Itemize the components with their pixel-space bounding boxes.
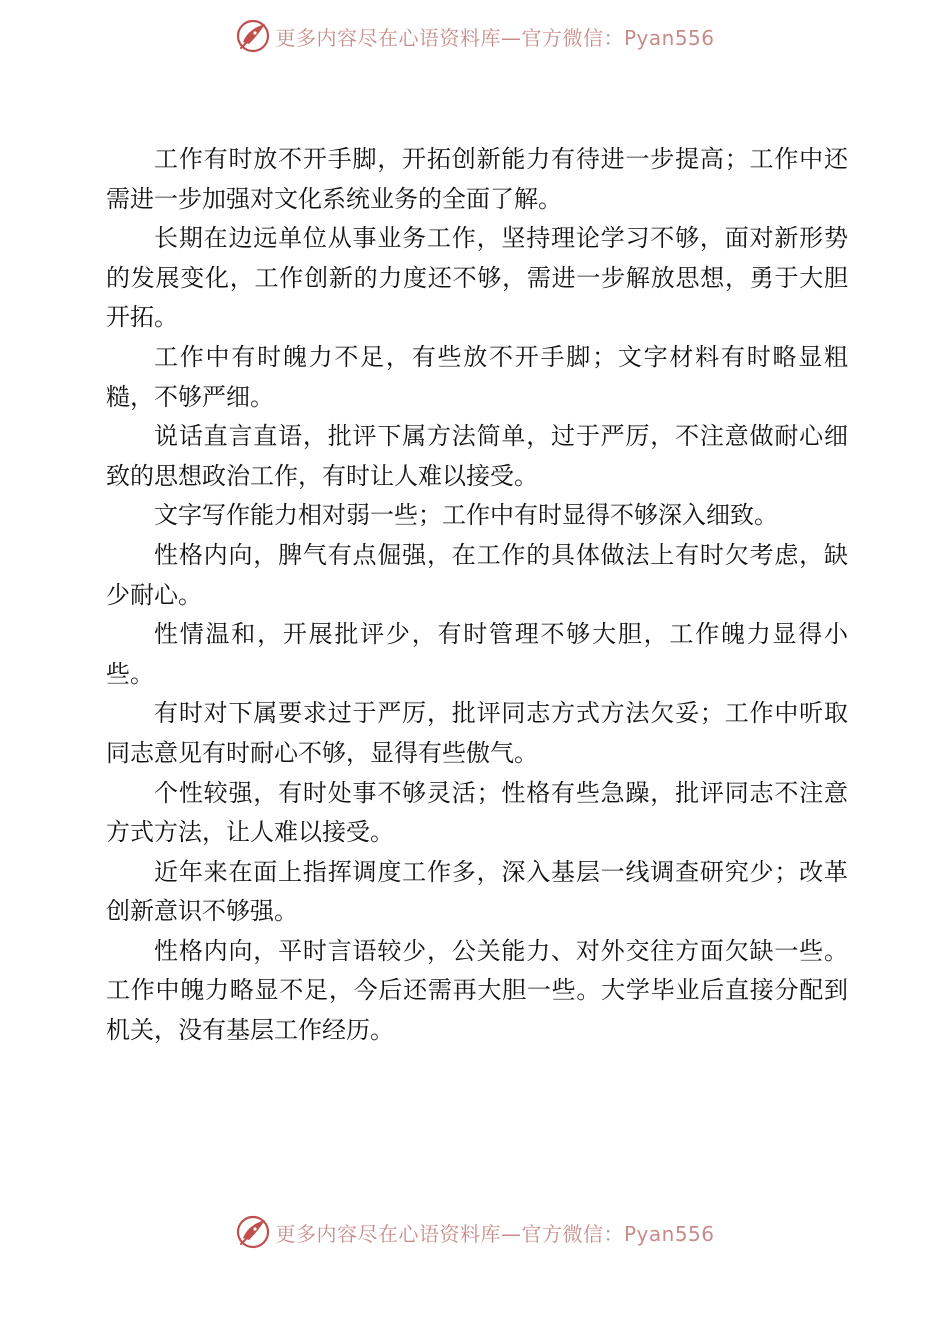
- watermark-separator: —: [500, 25, 522, 50]
- paragraph: 性格内向，脾气有点倔强，在工作的具体做法上有时欠考虑，缺少耐心。: [106, 540, 848, 609]
- paragraph: 有时对下属要求过于严厉，批评同志方式方法欠妥；工作中听取同志意见有时耐心不够，显得有些傲气。: [106, 699, 848, 767]
- watermark-brand: 更多内容尽在心语资料库: [275, 25, 501, 50]
- watermark-text: [275, 1218, 714, 1247]
- header-watermark: [0, 16, 950, 56]
- watermark-separator: —: [500, 1221, 522, 1246]
- paragraph: 长期在边远单位从事业务工作，坚持理论学习不够，面对新形势的发展变化，工作创新的力度还不够，需进一步解放思想，勇于大胆开拓。: [106, 224, 848, 332]
- paragraph: 文字写作能力相对弱一些；工作中有时显得不够深入细致。: [154, 501, 778, 530]
- watermark-wechat-label: 官方微信：: [521, 25, 624, 50]
- footer-watermark: [0, 1212, 950, 1252]
- watermark-wechat-id: Pyan556: [623, 1221, 715, 1246]
- paragraph: 工作中有时魄力不足，有些放不开手脚；文字材料有时略显粗糙，不够严细。: [106, 342, 848, 411]
- watermark-wechat-id: Pyan556: [623, 25, 715, 50]
- paragraph: 工作有时放不开手脚，开拓创新能力有待进一步提高；工作中还需进一步加强对文化系统业务的全面了解。: [106, 145, 848, 213]
- paragraph: 近年来在面上指挥调度工作多，深入基层一线调查研究少；改革创新意识不够强。: [106, 857, 848, 926]
- paragraph: 个性较强，有时处事不够灵活；性格有些急躁，批评同志不注意方式方法，让人难以接受。: [106, 778, 848, 847]
- paragraph: 说话直言直语，批评下属方法简单，过于严厉，不注意做耐心细致的思想政治工作，有时让人难以接受。: [106, 422, 848, 490]
- document-body: [106, 140, 848, 1051]
- pen-nib-logo-icon: [235, 18, 271, 54]
- paragraph: 性格内向，平时言语较少，公关能力、对外交往方面欠缺一些。工作中魄力略显不足，今后还需再大胆一些。大学毕业后直接分配到机关，没有基层工作经历。: [106, 936, 848, 1045]
- paragraph: 性情温和，开展批评少，有时管理不够大胆，工作魄力显得小些。: [106, 620, 848, 688]
- watermark-wechat-label: 官方微信：: [521, 1221, 624, 1246]
- watermark-text: [275, 22, 714, 51]
- pen-nib-logo-icon: [235, 1214, 271, 1250]
- watermark-brand: 更多内容尽在心语资料库: [275, 1221, 501, 1246]
